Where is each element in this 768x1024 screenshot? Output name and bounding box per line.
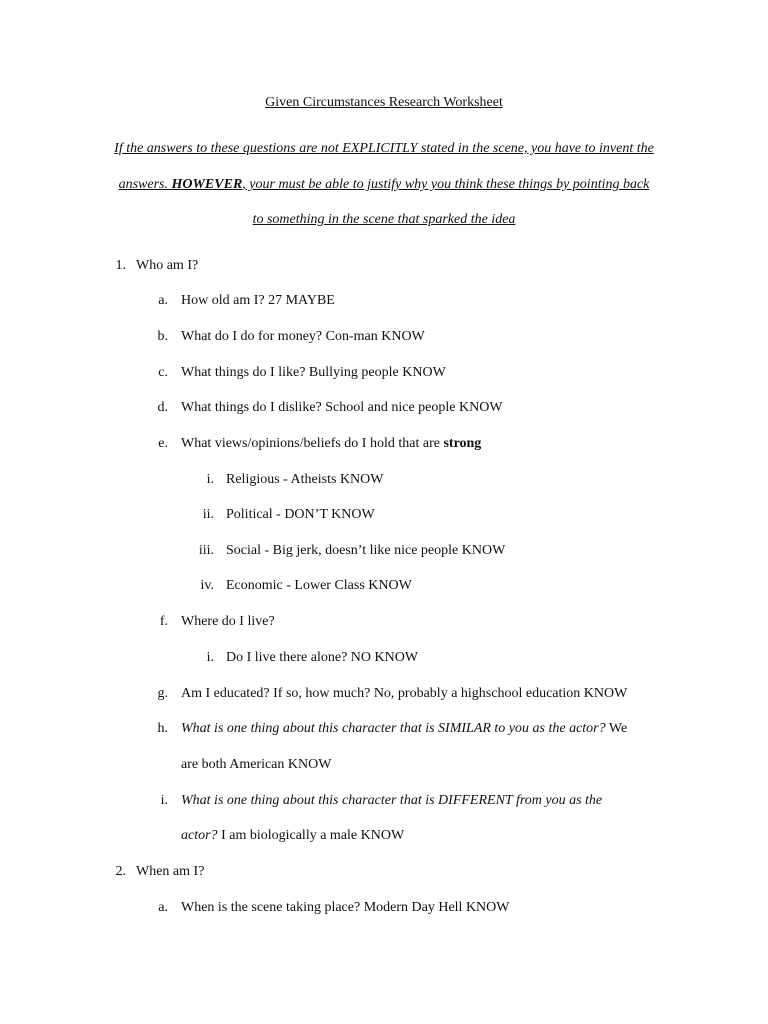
intro-line-2 [0, 176, 768, 194]
item-e-iv-text: Economic - Lower Class KNOW [226, 578, 412, 593]
item-f-text: Where do I live? [181, 614, 275, 629]
item-h-text [181, 720, 627, 738]
item-f-marker: f. [159, 614, 168, 629]
item-a-text: How old am I? 27 MAYBE [181, 293, 335, 308]
intro-line-2-end: , your must be able to justify why you think these things by pointing back [242, 177, 650, 192]
item-d-text: What things do I dislike? School and nice people KNOW [181, 400, 503, 415]
item-g-text: Am I educated? If so, how much? No, probably a highschool education KNOW [181, 686, 628, 701]
item-i-answer: I am biologically a male KNOW [217, 828, 405, 843]
item-e-iii-text: Social - Big jerk, doesn’t like nice people KNOW [226, 543, 506, 558]
item-h-answer-end: are both American KNOW [181, 757, 332, 772]
item-e-ii-marker: ii. [202, 507, 214, 522]
intro-line-2-start: answers. [118, 177, 172, 192]
item-e-strong: strong [443, 436, 482, 451]
item-e-iv-marker: iv. [200, 578, 214, 593]
item-h-marker: h. [157, 721, 168, 736]
item-b-marker: b. [157, 329, 168, 344]
item-d-marker: d. [157, 400, 168, 415]
item-a-marker: a. [158, 293, 168, 308]
item-e-question: What views/opinions/beliefs do I hold that are [181, 436, 444, 451]
section-2-item-a-text: When is the scene taking place? Modern Day Hell KNOW [181, 900, 510, 915]
item-f-i-text: Do I live there alone? NO KNOW [226, 650, 419, 665]
item-c-text: What things do I like? Bullying people KNOW [181, 365, 446, 380]
item-e-i-marker: i. [206, 472, 214, 487]
item-e-iii-marker: iii. [198, 543, 214, 558]
item-i-question-line-1: What is one thing about this character that is DIFFERENT from you as the [181, 793, 603, 808]
item-e-text [181, 435, 481, 453]
intro-however: HOWEVER [171, 177, 243, 192]
section-1-question: Who am I? [136, 258, 199, 273]
item-g-marker: g. [157, 686, 168, 701]
item-i-line-2 [181, 827, 404, 845]
intro-line-1: If the answers to these questions are not EXPLICITLY stated in the scene, you have to invent the [114, 141, 654, 156]
section-2-question: When am I? [136, 864, 205, 879]
section-1-number: 1. [115, 258, 126, 273]
item-f-i-marker: i. [206, 650, 214, 665]
worksheet-title: Given Circumstances Research Worksheet [265, 95, 503, 110]
item-c-marker: c. [158, 365, 168, 380]
item-e-i-text: Religious - Atheists KNOW [226, 472, 384, 487]
item-h-answer-start: We [605, 721, 628, 736]
item-i-marker: i. [160, 793, 168, 808]
item-e-ii-text: Political - DON’T KNOW [226, 507, 375, 522]
item-i-question-line-2: actor? [181, 828, 218, 843]
intro-line-3: to something in the scene that sparked the idea [252, 212, 516, 227]
item-b-text: What do I do for money? Con-man KNOW [181, 329, 425, 344]
item-h-question: What is one thing about this character that is SIMILAR to you as the actor? [181, 721, 606, 736]
item-e-marker: e. [158, 436, 168, 451]
section-2-number: 2. [115, 864, 126, 879]
section-2-item-a-marker: a. [158, 900, 168, 915]
